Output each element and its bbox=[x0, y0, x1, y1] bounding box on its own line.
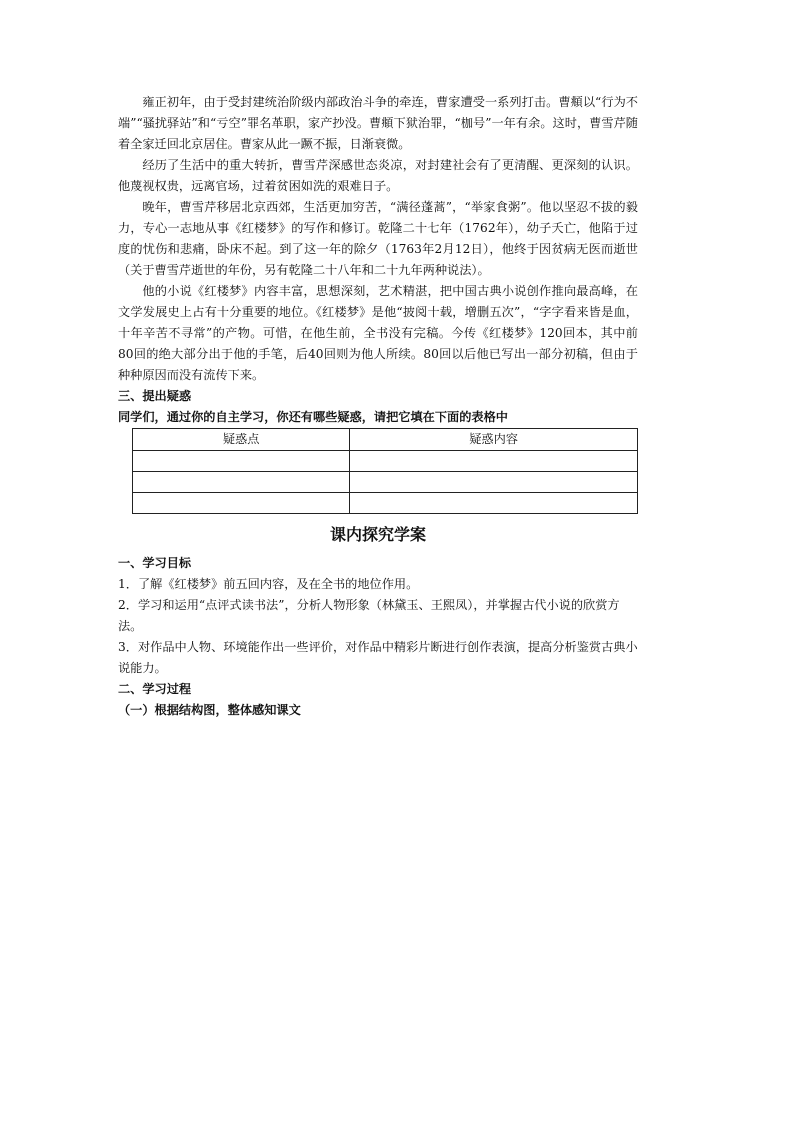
objective-item-2: 2．学习和运用“点评式读书法”，分析人物形象（林黛玉、王熙凤），并掌握古代小说的欣赏方法。 bbox=[118, 598, 620, 633]
paragraph-later-years: 晚年，曹雪芹移居北京西郊，生活更加穷苦，“满径蓬蒿”，“举家食粥”。他以坚忍不拔的毅力，专心一志地从事《红楼梦》的写作和修订。乾隆二十七年（1762年），幼子夭亡，他陷于过度的忧伤和悲痛，卧床不起。到了这一年的除夕（1763年2月12日），他终于因贫病无医而逝世（关于曹雪芹逝世的年份，另有乾隆二十八年和二十九年两种说法）。 bbox=[118, 200, 638, 277]
table-header-doubt-content: 疑惑内容 bbox=[350, 429, 638, 451]
table-cell[interactable] bbox=[350, 472, 638, 493]
section-3-heading: 三、提出疑惑 bbox=[118, 389, 192, 403]
doubt-table bbox=[132, 428, 638, 514]
table-cell[interactable] bbox=[133, 493, 350, 514]
table-row bbox=[133, 472, 638, 493]
section-3-instruction: 同学们，通过你的自主学习，你还有哪些疑惑，请把它填在下面的表格中 bbox=[118, 410, 508, 424]
objective-item-3: 3．对作品中人物、环境能作出一些评价，对作品中精彩片断进行创作表演，提高分析鉴赏古典小说能力。 bbox=[118, 640, 638, 675]
table-header-doubt-point: 疑惑点 bbox=[133, 429, 350, 451]
paragraph-turning-point: 经历了生活中的重大转折，曹雪芹深感世态炎凉，对封建社会有了更清醒、更深刻的认识。他蔑视权贵，远离官场，过着贫困如洗的艰难日子。 bbox=[118, 158, 638, 193]
table-cell[interactable] bbox=[133, 472, 350, 493]
objective-item-1: 1．了解《红楼梦》前五回内容，及在全书的地位作用。 bbox=[118, 577, 419, 591]
section-2-heading: 二、学习过程 bbox=[118, 682, 192, 696]
paragraph-hongloumeng: 他的小说《红楼梦》内容丰富，思想深刻，艺术精湛，把中国古典小说创作推向最高峰，在文学发展史上占有十分重要的地位。《红楼梦》是他“披阅十载，增删五次”，“字字看来皆是血，十年辛苦不寻常”的产物。可惜，在他生前，全书没有完稿。今传《红楼梦》120回本，其中前80回的绝大部分出于他的手笔，后40回则为他人所续。80回以后他已写出一部分初稿，但由于种种原因而没有流传下来。 bbox=[118, 284, 638, 382]
document-page bbox=[118, 92, 638, 721]
table-row bbox=[133, 493, 638, 514]
table-row bbox=[133, 451, 638, 472]
table-cell[interactable] bbox=[350, 493, 638, 514]
table-cell[interactable] bbox=[133, 451, 350, 472]
section-2-subheading: （一）根据结构图，整体感知课文 bbox=[118, 703, 301, 717]
paragraph-yongzheng: 雍正初年，由于受封建统治阶级内部政治斗争的牵连，曹家遭受一系列打击。曹頫以“行为不端”“骚扰驿站”和“亏空”罪名革职，家产抄没。曹頫下狱治罪，“枷号”一年有余。这时，曹雪芹随着全家迁回北京居住。曹家从此一蹶不振，日渐衰微。 bbox=[118, 95, 638, 151]
table-cell[interactable] bbox=[350, 451, 638, 472]
section-1-heading: 一、学习目标 bbox=[118, 556, 192, 570]
table-header-row bbox=[133, 429, 638, 451]
page-title: 课内探究学案 bbox=[329, 525, 426, 544]
